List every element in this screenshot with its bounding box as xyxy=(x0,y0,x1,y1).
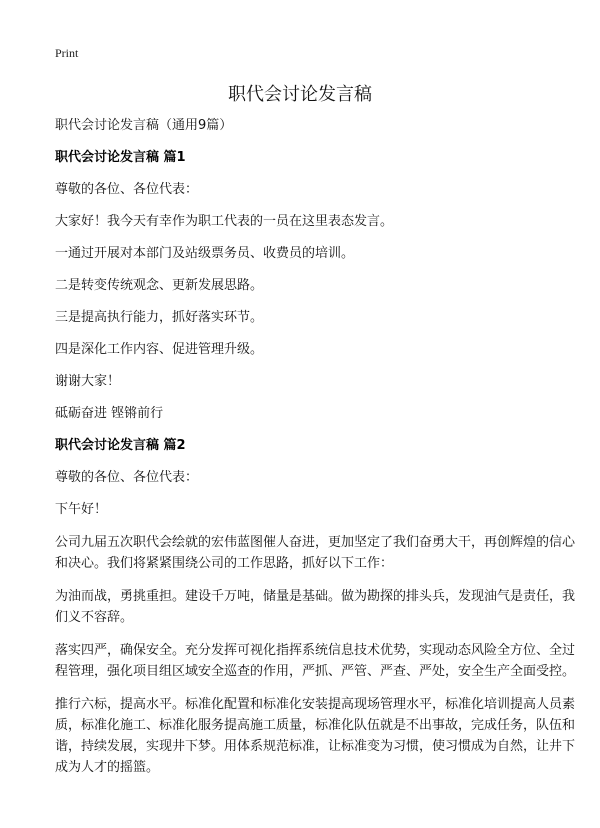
section-heading: 职代会讨论发言稿 篇2 xyxy=(55,438,186,453)
paragraph: 推行六标，提高水平。标准化配置和标准化安装提高现场管理水平，标准化培训提高人员素质，标准化施工、标准化服务提高施工质量，标准化队伍就是不出事故，完成任务，队伍和谐，持续发展，实现井下梦。用体系规范标准，让标准变为习惯，使习惯成为自然，让井下成为人才的摇篮。 xyxy=(55,697,576,775)
paragraph: 尊敬的各位、各位代表： xyxy=(55,470,199,485)
paragraph: 尊敬的各位、各位代表： xyxy=(55,182,199,197)
paragraph: 四是深化工作内容、促进管理升级。 xyxy=(55,342,264,357)
paragraph: 公司九届五次职代会绘就的宏伟蓝图催人奋进，更加坚定了我们奋勇大干，再创辉煌的信心和决心。我们将紧紧围绕公司的工作思路，抓好以下工作： xyxy=(55,535,576,571)
paragraph: 大家好！我今天有幸作为职工代表的一员在这里表态发言。 xyxy=(55,214,394,229)
section-heading: 职代会讨论发言稿 篇1 xyxy=(55,150,186,165)
paragraph: 落实四严，确保安全。充分发挥可视化指挥系统信息技术优势，实现动态风险全方位、全过程管理，强化项目组区域安全巡查的作用，严抓、严管、严查、严处，安全生产全面受控。 xyxy=(55,643,576,679)
paragraph: 砥砺奋进 铿锵前行 xyxy=(55,406,164,421)
print-link[interactable]: Print xyxy=(55,46,79,60)
document-body xyxy=(55,116,575,790)
paragraph: 二是转变传统观念、更新发展思路。 xyxy=(55,278,264,293)
paragraph: 为油而战，勇挑重担。建设千万吨，储量是基础。做为勘探的排头兵，发现油气是责任，我们义不容辞。 xyxy=(55,589,576,625)
document-subtitle: 职代会讨论发言稿（通用9篇） xyxy=(55,118,233,133)
paragraph: 三是提高执行能力，抓好落实环节。 xyxy=(55,310,264,325)
page-title: 职代会讨论发言稿 xyxy=(228,84,372,105)
paragraph: 一通过开展对本部门及站级票务员、收费员的培训。 xyxy=(55,246,355,261)
paragraph: 下午好！ xyxy=(55,502,108,517)
section-1 xyxy=(55,148,575,424)
paragraph: 谢谢大家！ xyxy=(55,374,121,389)
section-2 xyxy=(55,436,575,778)
